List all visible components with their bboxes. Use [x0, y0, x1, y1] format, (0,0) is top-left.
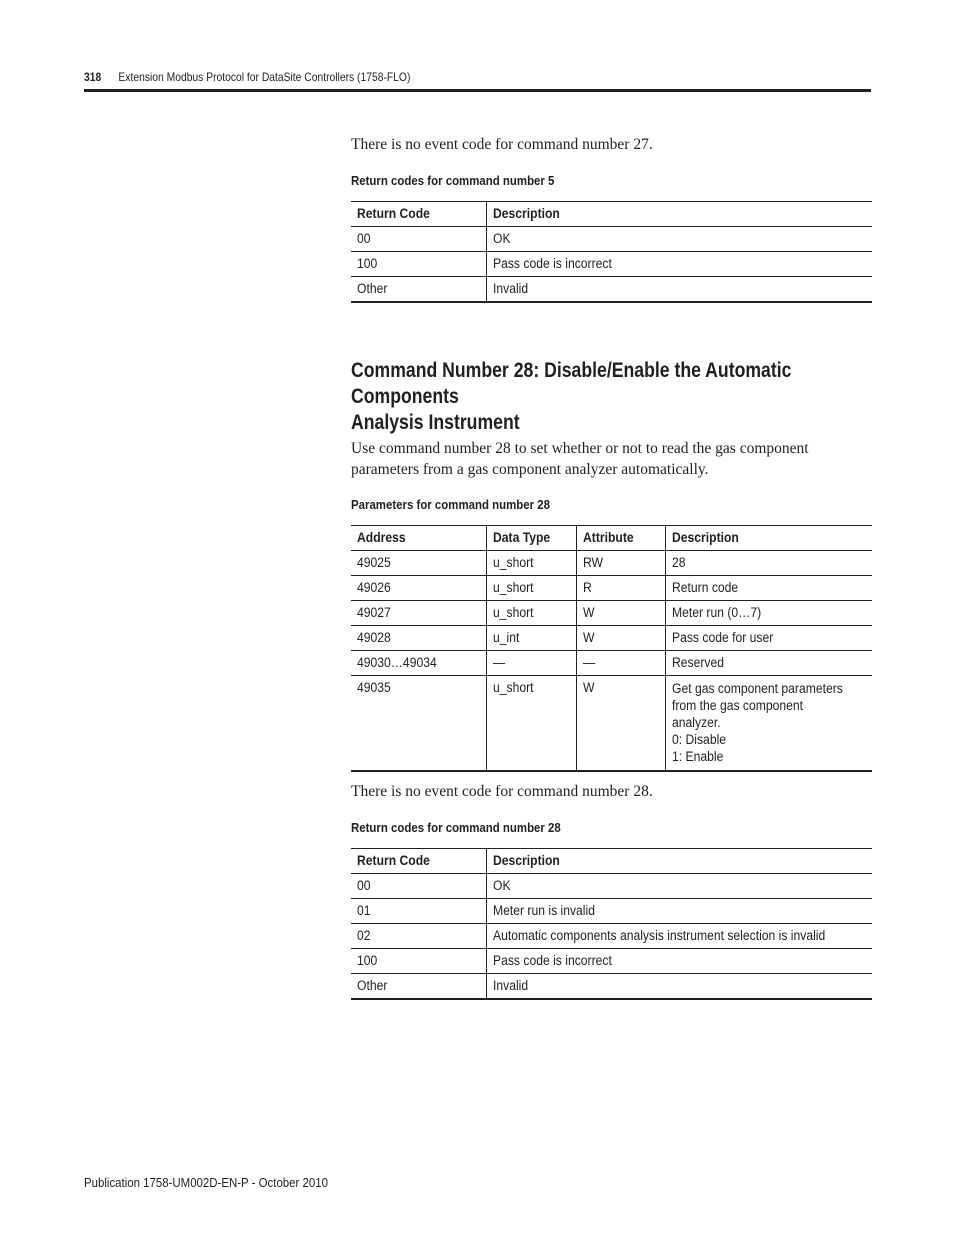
table-cell: Pass code is incorrect	[486, 949, 872, 974]
table-cell: Meter run (0…7)	[665, 601, 872, 626]
table-header-row	[351, 849, 872, 874]
table-row	[351, 924, 872, 949]
table-cell: OK	[486, 874, 872, 899]
table-cell: 100	[351, 252, 486, 277]
intro-paragraph: There is no event code for command number 27.	[351, 136, 653, 153]
table-cell: u_int	[486, 626, 576, 651]
table-cell: u_short	[486, 551, 576, 576]
table-cell: Other	[351, 277, 486, 303]
table-cell: Invalid	[486, 974, 872, 1000]
table-cell: —	[486, 651, 576, 676]
table-cell: Other	[351, 974, 486, 1000]
table-cell: 49027	[351, 601, 486, 626]
table-cell: —	[576, 651, 665, 676]
table-row	[351, 651, 872, 676]
table1-caption: Return codes for command number 5	[351, 173, 555, 188]
section-heading-line1: Command Number 28: Disable/Enable the Automatic Components	[351, 359, 792, 408]
table-cell: 01	[351, 899, 486, 924]
section-heading	[351, 358, 821, 436]
column-header: Data Type	[486, 526, 576, 551]
table-cell: 28	[665, 551, 872, 576]
table-cell: 49030…49034	[351, 651, 486, 676]
table-cell: W	[576, 676, 665, 772]
section-paragraph: Use command number 28 to set whether or not to read the gas component parameters from a gas component analyzer automatically.	[351, 440, 809, 478]
parameters-table-28	[351, 525, 872, 772]
column-header: Description	[486, 849, 872, 874]
table-cell: 00	[351, 227, 486, 252]
table-cell: Return code	[665, 576, 872, 601]
table-cell: Invalid	[486, 277, 872, 303]
table-cell: W	[576, 601, 665, 626]
table-row	[351, 252, 872, 277]
column-header: Return Code	[351, 202, 486, 227]
table-cell: R	[576, 576, 665, 601]
table-cell: Reserved	[665, 651, 872, 676]
table-cell: W	[576, 626, 665, 651]
return-codes-table-28	[351, 848, 872, 1000]
table-cell: u_short	[486, 601, 576, 626]
header-title: Extension Modbus Protocol for DataSite Controllers (1758-FLO)	[118, 70, 411, 84]
column-header: Description	[486, 202, 872, 227]
column-header: Address	[351, 526, 486, 551]
page-footer: Publication 1758-UM002D-EN-P - October 2010	[84, 1175, 328, 1190]
header-rule	[84, 89, 871, 92]
table-cell: Pass code for user	[665, 626, 872, 651]
table-cell: RW	[576, 551, 665, 576]
table-cell: 49025	[351, 551, 486, 576]
table-header-row	[351, 202, 872, 227]
table-row	[351, 676, 872, 772]
table3-caption: Return codes for command number 28	[351, 820, 561, 835]
table-cell: 49028	[351, 626, 486, 651]
table-row	[351, 874, 872, 899]
column-header: Return Code	[351, 849, 486, 874]
event-paragraph: There is no event code for command number 28.	[351, 783, 653, 800]
page-header	[84, 66, 760, 88]
table-cell: OK	[486, 227, 872, 252]
table-cell: u_short	[486, 576, 576, 601]
table-cell: Automatic components analysis instrument selection is invalid	[486, 924, 872, 949]
column-header: Attribute	[576, 526, 665, 551]
table-cell: Meter run is invalid	[486, 899, 872, 924]
table-row	[351, 974, 872, 1000]
table-row	[351, 601, 872, 626]
table-row	[351, 949, 872, 974]
table-row	[351, 551, 872, 576]
section-heading-line2: Analysis Instrument	[351, 411, 520, 434]
page-number: 318	[84, 70, 102, 84]
table-cell: 100	[351, 949, 486, 974]
return-codes-table-5	[351, 201, 872, 303]
table-row	[351, 576, 872, 601]
table-cell: 00	[351, 874, 486, 899]
table-header-row	[351, 526, 872, 551]
table-cell: Get gas component parameters from the gas component analyzer. 0: Disable 1: Enable	[665, 676, 872, 772]
column-header: Description	[665, 526, 872, 551]
table-row	[351, 227, 872, 252]
table-row	[351, 899, 872, 924]
table-cell: 49026	[351, 576, 486, 601]
table-cell: 49035	[351, 676, 486, 772]
table-cell: Pass code is incorrect	[486, 252, 872, 277]
table-row	[351, 277, 872, 303]
table-row	[351, 626, 872, 651]
table-cell: 02	[351, 924, 486, 949]
table-cell: u_short	[486, 676, 576, 772]
table2-caption: Parameters for command number 28	[351, 497, 551, 512]
